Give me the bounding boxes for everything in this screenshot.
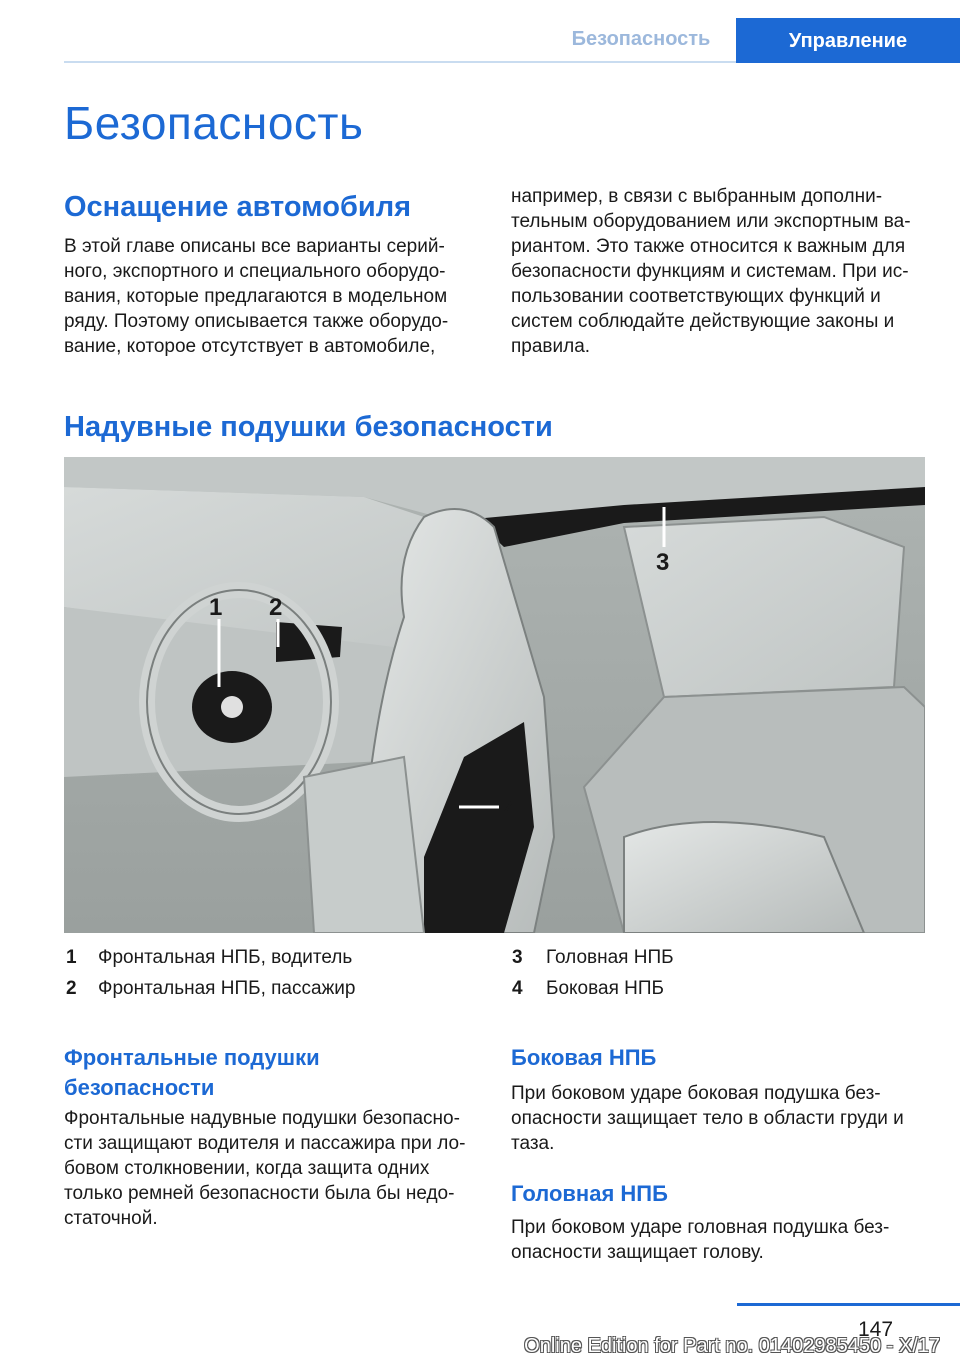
legend-text-1: Фронтальная НПБ, водитель [98, 947, 353, 968]
front-airbags-text [64, 1106, 494, 1231]
front-airbags-heading [64, 1043, 320, 1103]
equipment-text-col1 [64, 234, 484, 359]
text-line: ряду. Поэтому описывается также оборудо- [64, 311, 449, 332]
side-airbag-heading: Боковая НПБ [511, 1045, 657, 1070]
callout-3: 3 [656, 549, 670, 576]
text-line: правила. [511, 336, 591, 357]
legend-num-2: 2 [66, 978, 77, 999]
text-line: сти защищают водителя и пассажира при ло- [64, 1133, 466, 1154]
text-line: При боковом ударе головная подушка без- [511, 1217, 890, 1238]
legend-num-4: 4 [512, 978, 523, 999]
text-line: безопасности функциям и системам. При ис- [511, 261, 909, 282]
text-line: систем соблюдайте действующие законы и [511, 311, 895, 332]
equipment-text-col2 [511, 184, 931, 359]
text-line: статочной. [64, 1208, 158, 1229]
callout-1: 1 [209, 594, 223, 621]
airbags-heading: Надувные подушки безопасности [64, 411, 553, 443]
center-console [304, 757, 424, 933]
car-interior-illustration [64, 457, 925, 933]
side-airbag-text [511, 1081, 941, 1156]
callout-4: 4 [504, 796, 518, 823]
heading-line: безопасности [64, 1075, 215, 1100]
legend-num-1: 1 [66, 947, 77, 968]
text-line: пользовании соответствующих функций и [511, 286, 881, 307]
legend-num-3: 3 [512, 947, 523, 968]
text-line: риантом. Это также относится к важным для [511, 236, 906, 257]
text-line: например, в связи с выбранным дополни- [511, 186, 883, 207]
legend-text-2: Фронтальная НПБ, пассажир [98, 978, 356, 999]
bmw-logo-icon [221, 696, 243, 718]
text-line: В этой главе описаны все варианты серий- [64, 236, 445, 257]
legend-text-3: Головная НПБ [546, 947, 674, 968]
legend-text-4: Боковая НПБ [546, 978, 664, 999]
head-airbag-text [511, 1215, 941, 1265]
section-tab[interactable]: Безопасность [571, 28, 711, 50]
side-window [624, 517, 904, 697]
text-line: только ремней безопасности была бы недо- [64, 1183, 455, 1204]
text-line: тельным оборудованием или экспортным ва- [511, 211, 911, 232]
edition-footer: Online Edition for Part no. 01402985450 - X/17 [524, 1335, 940, 1357]
chapter-tab[interactable]: Управление [736, 18, 960, 63]
equipment-heading: Оснащение автомобиля [64, 191, 412, 223]
page-title: Безопасность [64, 97, 364, 149]
text-line: ного, экспортного и специального оборудо- [64, 261, 446, 282]
text-line: вания, которые предлагаются в модельном [64, 286, 448, 307]
text-line: таза. [511, 1133, 555, 1154]
text-line: опасности защищает тело в области груди и [511, 1108, 904, 1129]
text-line: При боковом ударе боковая подушка без- [511, 1083, 881, 1104]
callout-2: 2 [269, 594, 283, 621]
page-number: 147 [858, 1318, 894, 1341]
text-line: бовом столкновении, когда защита одних [64, 1158, 430, 1179]
head-airbag-heading: Головная НПБ [511, 1181, 668, 1206]
heading-line: Фронтальные подушки [64, 1045, 320, 1070]
footer-rule [737, 1303, 960, 1306]
text-line: Фронтальные надувные подушки безопасно- [64, 1108, 460, 1129]
text-line: опасности защищает голову. [511, 1242, 764, 1263]
text-line: вание, которое отсутствует в автомобиле, [64, 336, 436, 357]
